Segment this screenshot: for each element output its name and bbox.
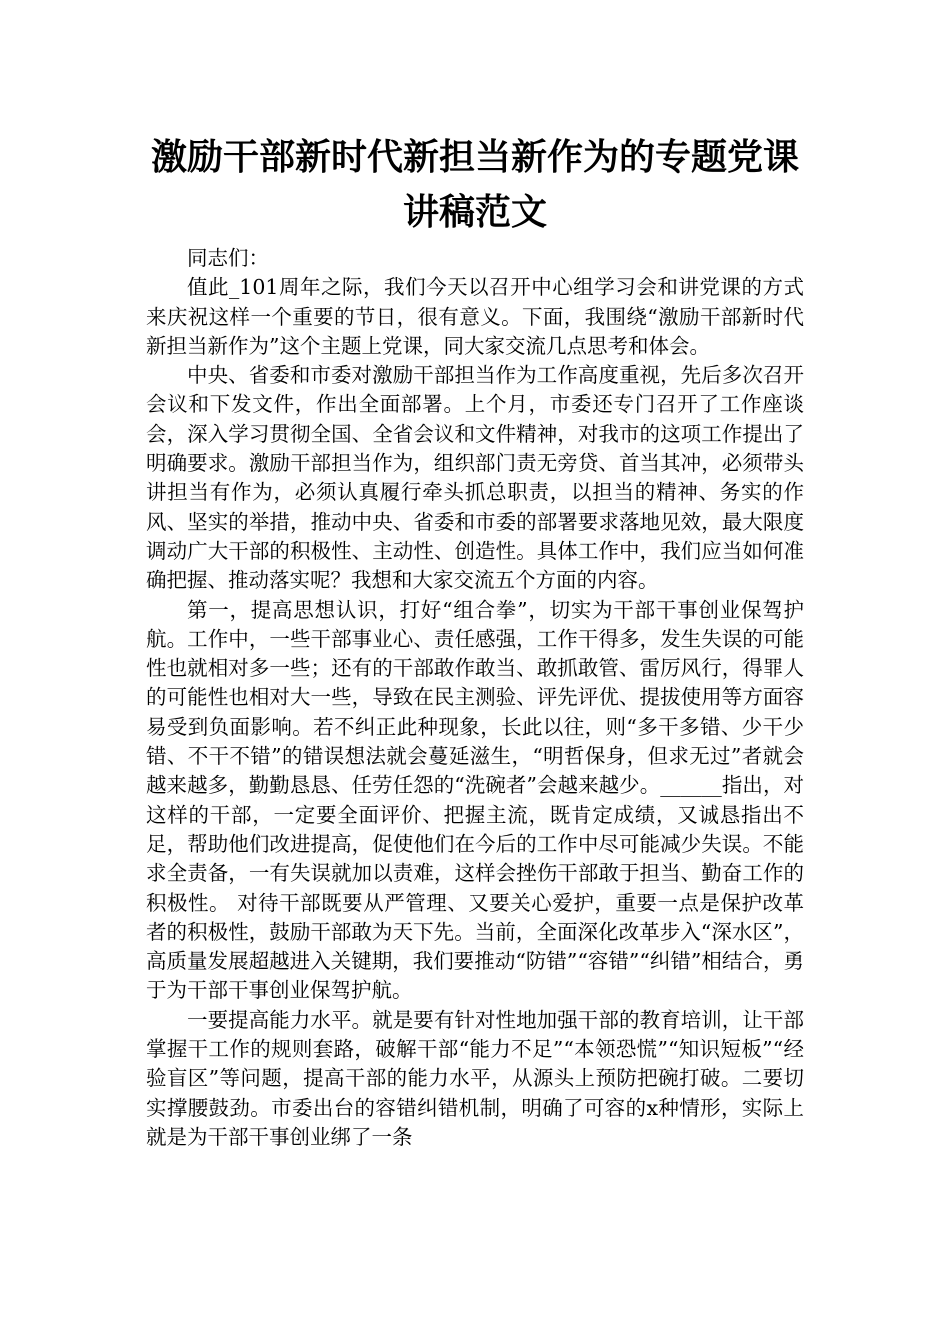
salutation-paragraph: 同志们： (187, 246, 269, 270)
document-title-line-2: 讲稿范文 (402, 192, 547, 233)
body-paragraph: 值此_101周年之际，我们今天以召开中心组学习会和讲党课的方式来庆祝这样一个重要的节日，很有意义。下面，我围绕“激励干部新时代新担当新作为”这个主题上党课，同大家交流几点思考和体会。 (146, 275, 804, 358)
body-paragraph: 一要提高能力水平。就是要有针对性地加强干部的教育培训，让干部掌握干工作的规则套路，破解干部“能力不足”“本领恐慌”“知识短板”“经验盲区”等问题，提高干部的能力水平，从源头上预防把碗打破。二要切实撑腰鼓劲。市委出台的容错纠错机制，明确了可容的x种情形，实际上就是为干部干事创业绑了一条 (146, 1007, 804, 1149)
body-paragraph: 中央、省委和市委对激励干部担当作为工作高度重视，先后多次召开会议和下发文件，作出全面部署。上个月，市委还专门召开了工作座谈会，深入学习贯彻全国、全省会议和文件精神，对我市的这项工作提出了明确要求。激励干部担当作为，组织部门责无旁贷、首当其冲，必须带头讲担当有作为，必须认真履行牵头抓总职责，以担当的精神、务实的作风、坚实的举措，推动中央、省委和市委的部署要求落地见效，最大限度调动广大干部的积极性、主动性、创造性。具体工作中，我们应当如何准确把握、推动落实呢？我想和大家交流五个方面的内容。 (146, 363, 804, 593)
document-body (146, 244, 804, 1152)
document-title-line-1: 激励干部新时代新担当新作为的专题党课 (150, 137, 799, 178)
body-paragraph: 第一，提高思想认识，打好“组合拳”，切实为干部干事创业保驾护航。工作中，一些干部事业心、责任感强，工作干得多，发生失误的可能性也就相对多一些；还有的干部敢作敢当、敢抓敢管、雷厉风行，得罪人的可能性也相对大一些，导致在民主测验、评先评优、提拔使用等方面容易受到负面影响。若不纠正此种现象，长此以往，则“多干多错、少干少错、不干不错”的错误想法就会蔓延滋生，“明哲保身，但求无过”者就会越来越多，勤勤恳恳、任劳任怨的“洗碗者”会越来越少。______指出，对这样的干部，一定要全面评价、把握主流，既肯定成绩，又诚恳指出不足，帮助他们改进提高，促使他们在今后的工作中尽可能减少失误。不能求全责备，一有失误就加以责难，这样会挫伤干部敢于担当、勤奋工作的积极性。 对待干部既要从严管理、又要关心爱护，重要一点是保护改革者的积极性，鼓励干部敢为天下先。当前，全面深化改革步入“深水区”，高质量发展超越进入关键期，我们要推动“防错”“容错”“纠错”相结合，勇于为干部干事创业保驾护航。 (146, 597, 804, 1003)
